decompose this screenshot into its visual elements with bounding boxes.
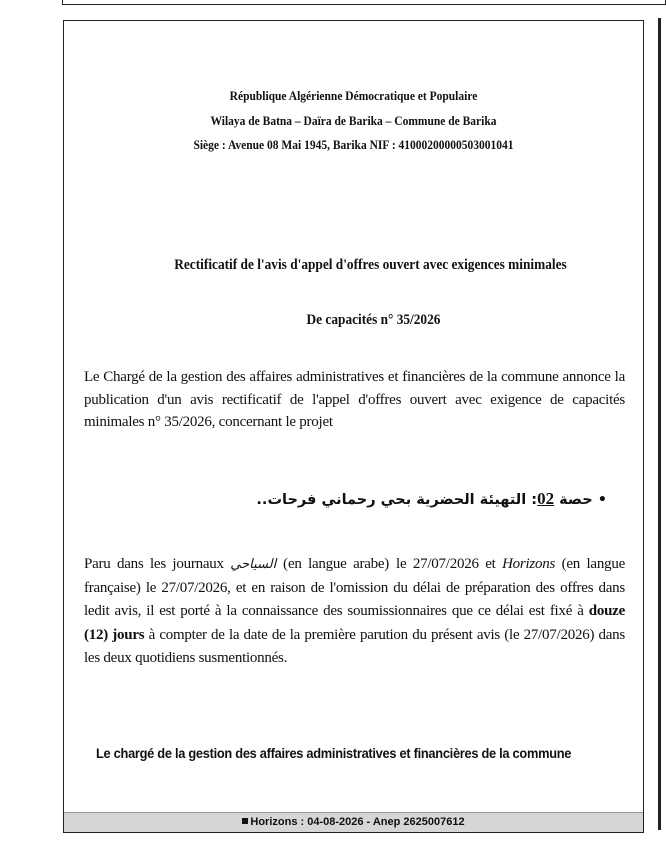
footer-text: Horizons : 04-08-2026 - Anep 2625007612 [250,816,465,828]
signature-line: Le chargé de la gestion des affaires administratives et financières de la commune [96,746,572,761]
bullet-icon: • [597,492,607,508]
body-text-4: à compter de la date de la première parution du présent avis (le 27/07/2026) dans les deux quotidiens susmentionnés. [84,626,625,666]
lot-description: : التهيئة الحضرية بحي رحماني فرحات.. [256,492,538,508]
lot-prefix: حصة [559,492,593,508]
horizons-journal-name: Horizons [502,556,556,572]
legal-notice-box [63,20,644,833]
header-address: Siège : Avenue 08 Mai 1945, Barika NIF : 41000200000503001041 [193,138,514,152]
lot-item [256,489,607,509]
header-country: République Algérienne Démocratique et Populaire [229,89,478,103]
delay-duration: douze (12) jours [84,603,625,643]
lot-number: 02 [537,489,555,508]
intro-paragraph: Le Chargé de la gestion des affaires administratives et financières de la commune annonce la publication d'un avis rectificatif de l'appel d'offres ouvert avec exigence de capacités minimales n° 35/2026, concernant le projet [84,369,625,430]
publication-footer [64,812,643,832]
issuer-header [87,84,620,158]
arabic-journal-name: السياحي [230,557,277,572]
body-paragraph [84,553,625,671]
square-bullet-icon [242,818,248,824]
top-rule [62,0,666,5]
body-text-1: Paru dans les journaux [84,556,231,572]
body-text-3: (en langue française) le 27/07/2026, et en raison de l'omission du délai de préparation des offres dans ledit avis, il est porté à la connaissance des soumissionnaires que ce délai est fixé à [84,556,625,619]
adjacent-column-edge [658,18,661,830]
notice-title: Rectificatif de l'avis d'appel d'offres ouvert avec exigences minimales [174,257,567,273]
header-administration: Wilaya de Batna – Daïra de Barika – Commune de Barika [210,113,497,128]
notice-subtitle: De capacités n° 35/2026 [306,312,441,328]
body-text-2: (en langue arabe) le 27/07/2026 et [276,556,503,572]
